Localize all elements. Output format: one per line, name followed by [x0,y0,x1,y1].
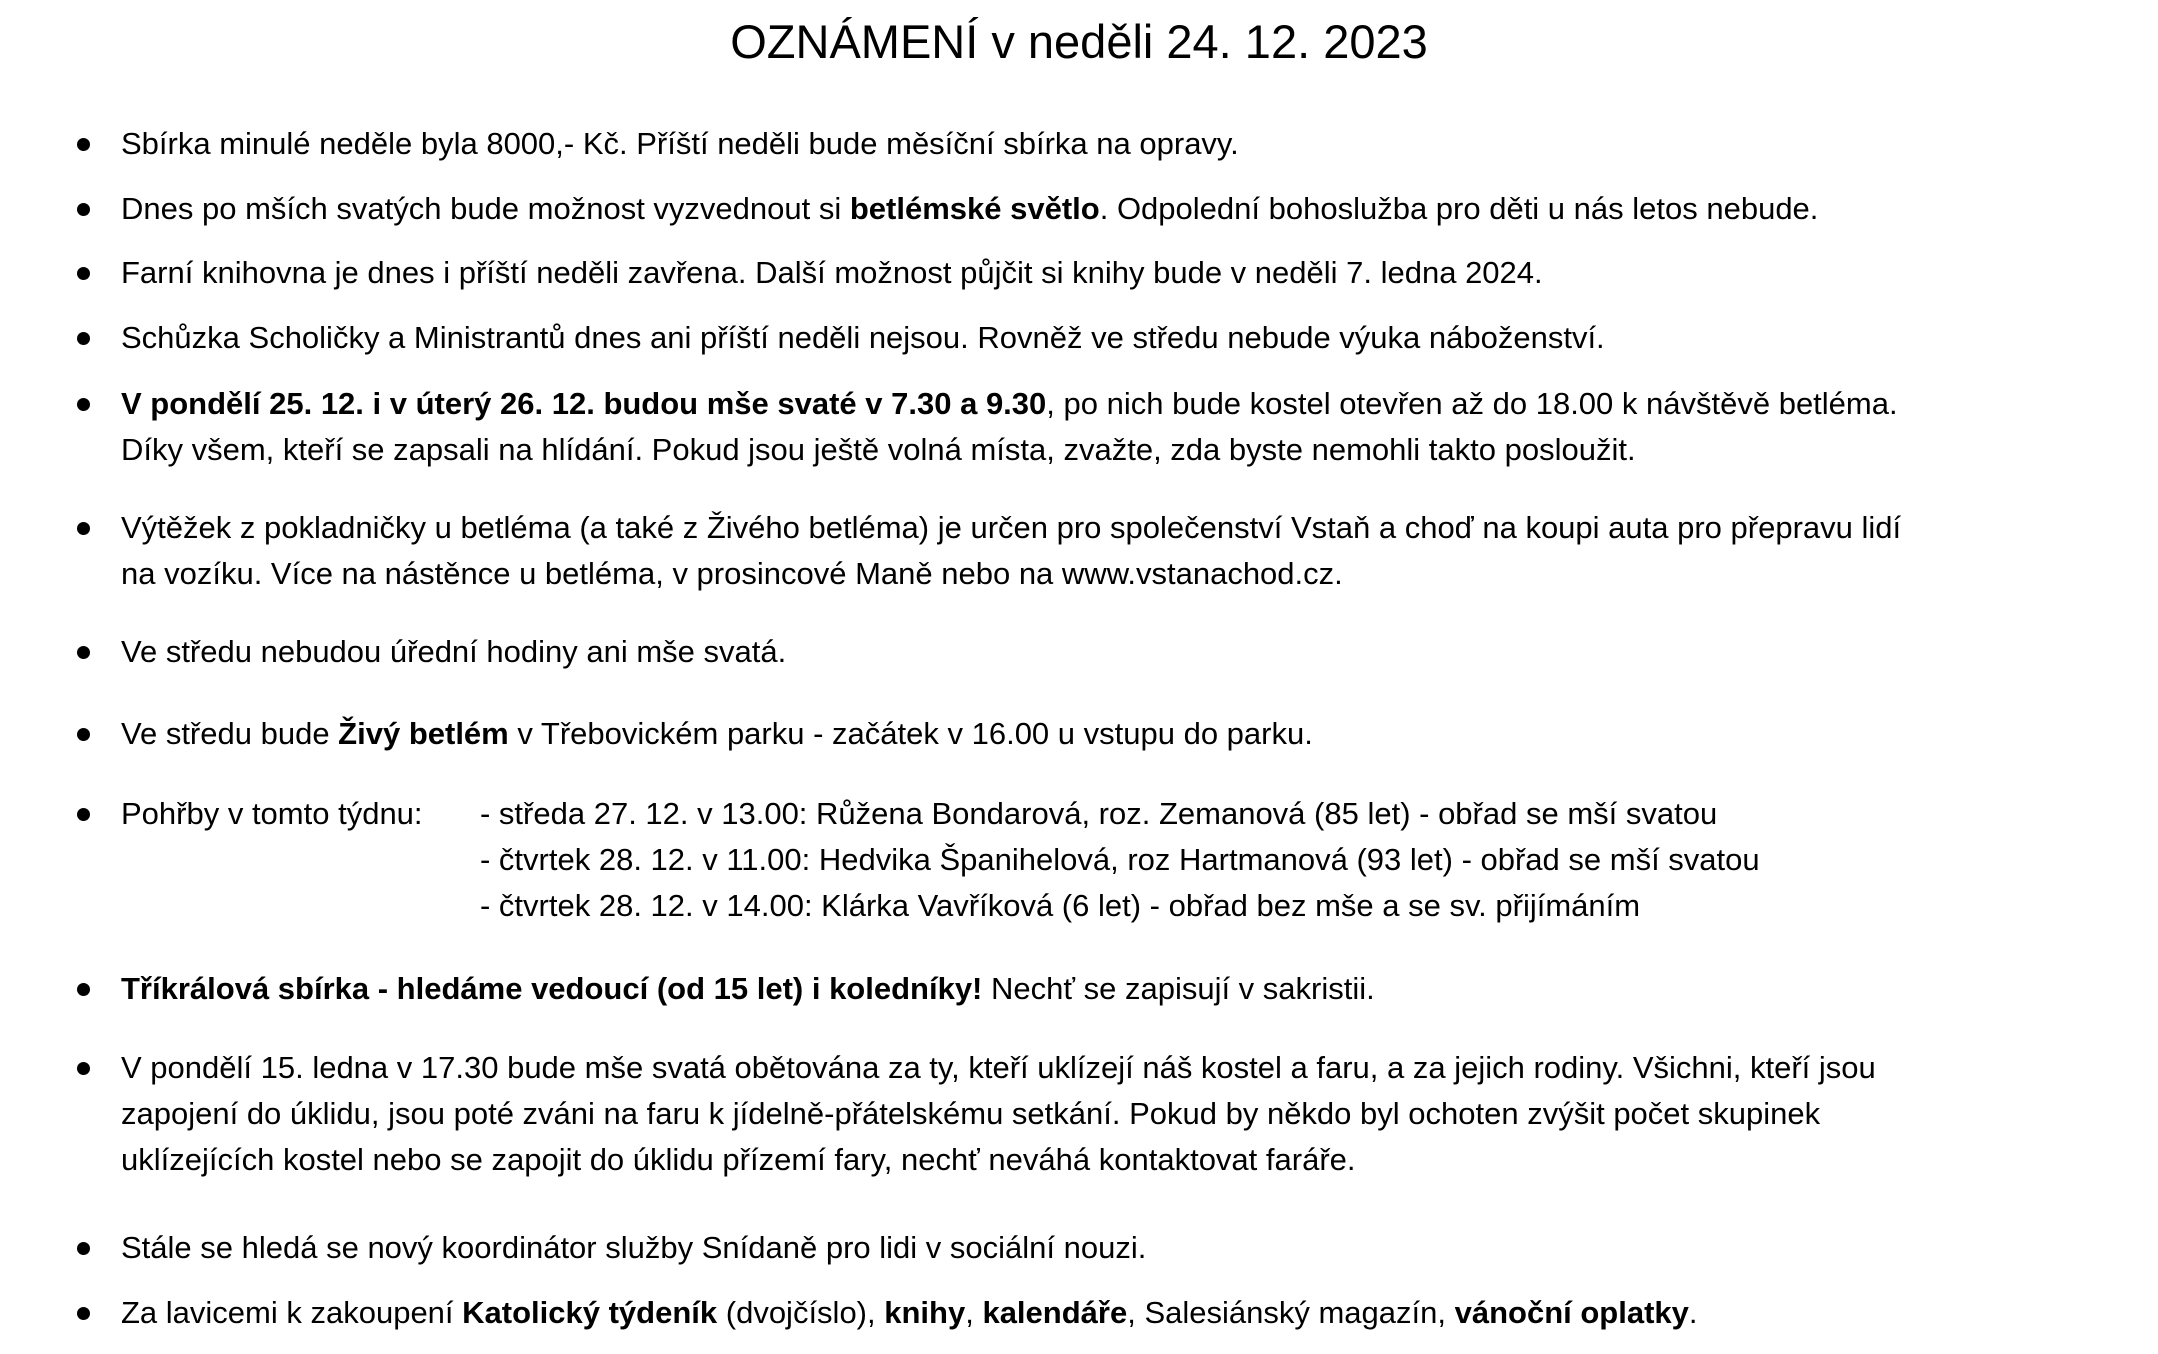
page-title: OZNÁMENÍ v neděli 24. 12. 2023 [730,15,1428,68]
item-text-line [121,1045,2111,1091]
bullet-icon [77,203,90,216]
bullet-icon [77,1307,90,1320]
bold-text: kalendáře [982,1295,1128,1330]
text-segment: Dnes po mších svatých bude možnost vyzvednout si [121,191,850,226]
text-segment: Sbírka minulé neděle byla 8000,- Kč. Příští neděli bude měsíční sbírka na opravy. [121,126,1239,161]
text-segment: . [1688,1295,1698,1330]
item-text-line [121,121,2111,167]
text-segment: , Salesiánský magazín, [1127,1295,1455,1330]
bullet-icon [77,728,90,741]
bullet-icon [77,267,90,280]
funeral-entry: - čtvrtek 28. 12. v 11.00: Hedvika Španihelová, roz Hartmanová (93 let) - obřad se mší svatou [480,842,1760,877]
text-segment: Farní knihovna je dnes i příští neděli zavřena. Další možnost půjčit si knihy bude v neděli 7. ledna 2024. [121,255,1543,290]
text-segment: Stále se hledá se nový koordinátor služby Snídaně pro lidi v sociální nouzi. [121,1230,1147,1265]
bullet-icon [77,138,90,151]
bullet-icon [77,646,90,659]
text-segment: Ve středu nebudou úřední hodiny ani mše svatá. [121,634,787,669]
text-segment: V pondělí 15. ledna v 17.30 bude mše svatá obětována za ty, kteří uklízejí náš kostel a faru, a za jejich rodiny. Všichni, kteří jsou [121,1050,1876,1085]
item-text-line [121,966,2111,1012]
text-segment: (dvojčíslo), [717,1295,885,1330]
item-text-line [121,381,2111,427]
text-segment: Ve středu bude [121,716,339,751]
item-text-line [121,315,2111,361]
bold-text: vánoční oplatky [1454,1295,1689,1330]
bold-text: Živý betlém [338,716,509,751]
funeral-entry: - středa 27. 12. v 13.00: Růžena Bondarová, roz. Zemanová (85 let) - obřad se mší svatou [480,796,1718,831]
bullet-icon [77,983,90,996]
bold-text: Katolický týdeník [462,1295,718,1330]
bold-text: V pondělí 25. 12. i v úterý 26. 12. budou mše svaté v 7.30 a 9.30 [121,386,1047,421]
funeral-label: Pohřby v tomto týdnu: [121,796,423,831]
item-text-line [121,629,2111,675]
item-text-line [121,1091,2111,1137]
item-text-line [121,250,2111,296]
text-segment: Výtěžek z pokladničky u betléma (a také z Živého betléma) je určen pro společenství Vstaň a choď na koupi auta pro přepravu lidí [121,510,1902,545]
item-text-line [121,1290,2111,1336]
item-text-line [121,427,2111,473]
bullet-icon [77,808,90,821]
funeral-entry: - čtvrtek 28. 12. v 14.00: Klárka Vavříková (6 let) - obřad bez mše a se sv. přijímáním [480,888,1641,923]
text-segment: , [965,1295,983,1330]
bullet-icon [77,522,90,535]
bullet-icon [77,332,90,345]
text-segment: uklízejících kostel nebo se zapojit do úklidu přízemí fary, nechť neváhá kontaktovat faráře. [121,1142,1356,1177]
item-text-line [121,1137,2111,1183]
bullet-icon [77,1062,90,1075]
item-text-line [121,551,2111,597]
text-segment: Schůzka Scholičky a Ministrantů dnes ani příští neděli nejsou. Rovněž ve středu nebude výuka náboženství. [121,320,1605,355]
item-text-line [121,186,2111,232]
bullet-icon [77,398,90,411]
text-segment: , po nich bude kostel otevřen až do 18.00 k návštěvě betléma. [1046,386,1898,421]
text-segment: zapojení do úklidu, jsou poté zváni na faru k jídelně-přátelskému setkání. Pokud by někdo byl ochoten zvýšit počet skupinek [121,1096,1821,1131]
text-segment: Díky všem, kteří se zapsali na hlídání. Pokud jsou ještě volná místa, zvažte, zda byste nemohli takto posloužit. [121,432,1636,467]
text-segment: na vozíku. Více na nástěnce u betléma, v prosincové Maně nebo na www.vstanachod.cz. [121,556,1343,591]
bold-text: Tříkrálová sbírka - hledáme vedoucí (od 15 let) i koledníky! [121,971,983,1006]
bold-text: knihy [884,1295,966,1330]
text-segment: Za lavicemi k zakoupení [121,1295,463,1330]
text-segment: v Třebovickém parku - začátek v 16.00 u vstupu do parku. [508,716,1313,751]
item-text-line [121,711,2111,757]
item-text-line [121,505,2111,551]
bold-text: betlémské světlo [849,191,1100,226]
text-segment: . Odpolední bohoslužba pro děti u nás letos nebude. [1099,191,1819,226]
bullet-icon [77,1242,90,1255]
item-text-line [121,1225,2111,1271]
text-segment: Nechť se zapisují v sakristii. [982,971,1375,1006]
